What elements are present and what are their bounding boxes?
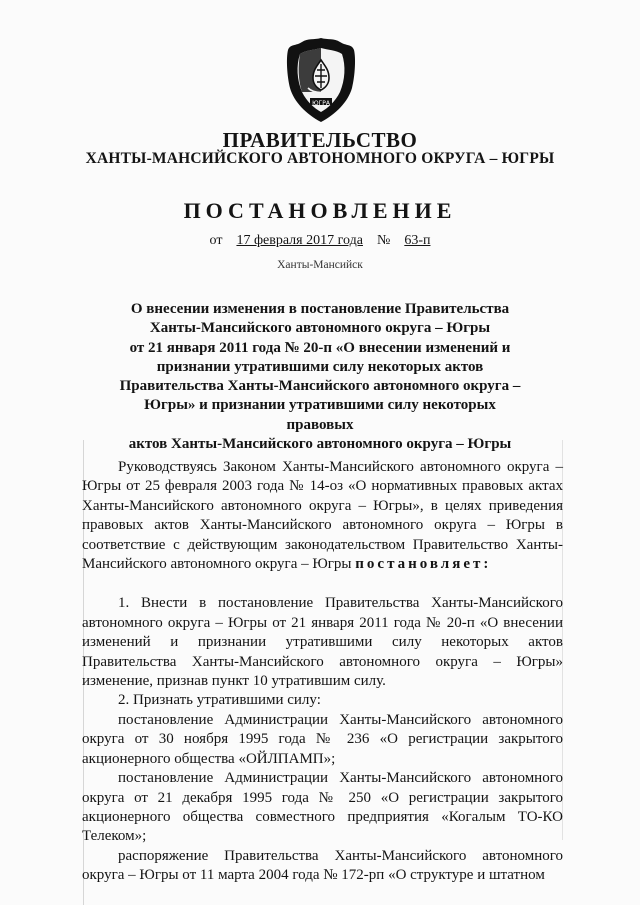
- item-1-paragraph: 1. Внести в постановление Правительства Ханты-Мансийского автономного округа – Югры от 21 января 2011 года № 20-п «О внесении изменений и признании утратившими силу некоторых актов Правительства Ханты-Мансийского автономного округа – Югры» изменение, признав пункт 10 утратившим силу.: [82, 595, 563, 690]
- document-number: 63-п: [404, 233, 431, 248]
- city: Ханты-Мансийск: [277, 259, 363, 271]
- heading-line: Ханты-Мансийского автономного округа – Югры: [149, 320, 491, 337]
- resolves-word: постановляет:: [355, 556, 492, 573]
- document-date: 17 февраля 2017 года: [236, 233, 363, 248]
- government-subtitle: ХАНТЫ-МАНСИЙСКОГО АВТОНОМНОГО ОКРУГА – ЮГРЫ: [85, 150, 555, 167]
- khmao-coat-of-arms-icon: [284, 36, 358, 126]
- date-prefix: от: [209, 233, 223, 248]
- number-prefix: №: [376, 233, 391, 248]
- document-type: ПОСТАНОВЛЕНИЕ: [183, 198, 457, 223]
- item-2a-paragraph: постановление Администрации Ханты-Мансийского автономного округа от 30 ноября 1995 года № 236 «О регистрации закрытого акционерного общества «ОЙЛПАМП»;: [82, 711, 563, 767]
- heading-line: от 21 января 2011 года № 20-п «О внесении изменений и: [129, 339, 511, 356]
- heading-line: актов Ханты-Мансийского автономного округа – Югры: [128, 436, 512, 453]
- heading-line: Югры» и признании утратившими силу некоторых правовых: [144, 397, 496, 433]
- document-body: [82, 458, 563, 886]
- date-number-line: [0, 233, 640, 249]
- government-title: ПРАВИТЕЛЬСТВО: [222, 128, 418, 152]
- heading-line: О внесении изменения в постановление Правительства: [130, 301, 510, 317]
- item-2b-paragraph: постановление Администрации Ханты-Мансийского автономного округа от 21 декабря 1995 года № 250 «О регистрации закрытого акционерного общества совместного предприятия «Когалым ТО-КО Телеком»;: [82, 770, 563, 845]
- preamble-text: Руководствуясь Законом Ханты-Мансийского автономного округа – Югры от 25 февраля 2003 года № 14-оз «О нормативных правовых актах Ханты-Мансийского автономного округа – Югры», в целях приведения правовых актов Ханты-Мансийского автономного округа – Югры в соответствие с действующим законодательством Правительство Ханты-Мансийского автономного округа – Югры: [82, 459, 563, 573]
- heading-line: признании утратившими силу некоторых актов: [156, 358, 484, 375]
- item-2c-paragraph: распоряжение Правительства Ханты-Мансийского автономного округа – Югры от 11 марта 2004 года № 172-рп «О структуре и штатном: [82, 847, 563, 884]
- emblem-text: ЮГРА: [312, 100, 330, 107]
- preamble-paragraph: [82, 458, 563, 574]
- heading-line: Правительства Ханты-Мансийского автономного округа –: [119, 378, 521, 395]
- document-heading: [110, 300, 530, 454]
- item-2-paragraph: 2. Признать утратившими силу:: [118, 692, 321, 709]
